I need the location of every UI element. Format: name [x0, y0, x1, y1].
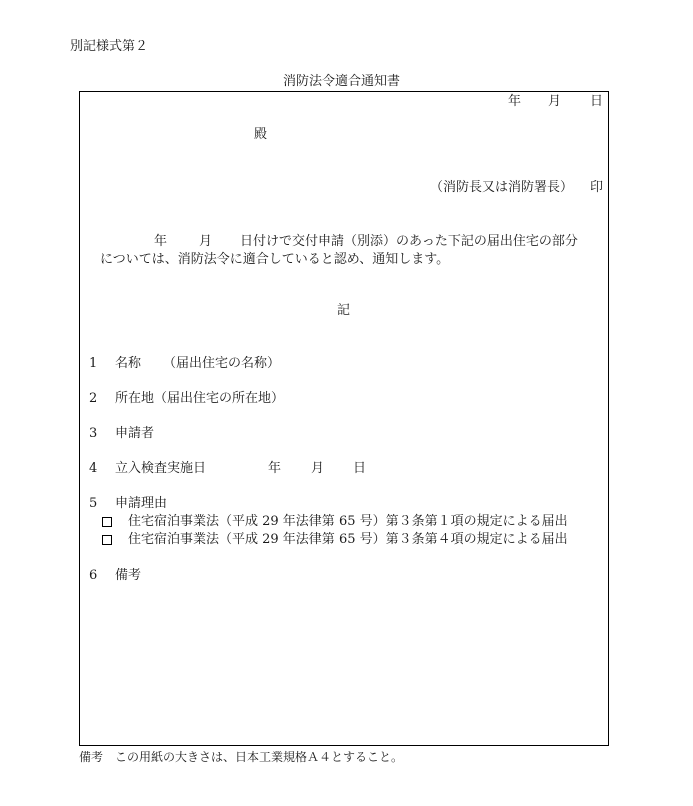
item-1-number: 1	[89, 356, 98, 371]
issuer-title: （消防長又は消防署長）	[430, 180, 574, 195]
body-line2-text: については、消防法令に適合していると認め、通知します。	[100, 252, 450, 267]
item-5-label: 申請理由	[115, 496, 168, 511]
item-4-day-label: 日	[353, 461, 367, 476]
item-2-number: 2	[89, 391, 98, 406]
body-year-label: 年	[154, 234, 168, 249]
date-year-label: 年	[508, 94, 522, 109]
item-5-number: 5	[89, 496, 98, 511]
item-4-label: 立入検査実施日	[115, 461, 207, 476]
item-3-number: 3	[89, 426, 98, 441]
item-1-label: 名称	[115, 356, 142, 371]
item-4-month-label: 月	[311, 461, 325, 476]
item-4-year-label: 年	[268, 461, 282, 476]
ki-heading: 記	[337, 303, 351, 318]
reason-option-1-text: 住宅宿泊事業法（平成 29 年法律第 65 号）第３条第１項の規定による届出	[128, 514, 568, 529]
item-4-number: 4	[89, 461, 98, 476]
body-month-label: 月	[199, 234, 213, 249]
footnote: 備考 この用紙の大きさは、日本工業規格Ａ４とすること。	[79, 750, 404, 764]
reason-option-2-text: 住宅宿泊事業法（平成 29 年法律第 65 号）第３条第４項の規定による届出	[128, 532, 568, 547]
item-1-value: （届出住宅の名称）	[163, 356, 281, 371]
reason-checkbox-2[interactable]	[102, 535, 112, 545]
date-month-label: 月	[548, 94, 562, 109]
date-day-label: 日	[590, 94, 604, 109]
addressee-honorific: 殿	[254, 127, 268, 142]
item-6-label: 備考	[115, 568, 142, 583]
item-3-label: 申請者	[115, 426, 155, 441]
form-label: 別記様式第２	[70, 39, 149, 54]
document-title: 消防法令適合通知書	[283, 74, 401, 89]
seal-mark: 印	[590, 180, 604, 195]
item-6-number: 6	[89, 568, 98, 583]
reason-checkbox-1[interactable]	[102, 517, 112, 527]
item-2-label: 所在地（届出住宅の所在地）	[115, 391, 285, 406]
body-line1-text: 日付けで交付申請（別添）のあった下記の届出住宅の部分	[240, 234, 578, 249]
